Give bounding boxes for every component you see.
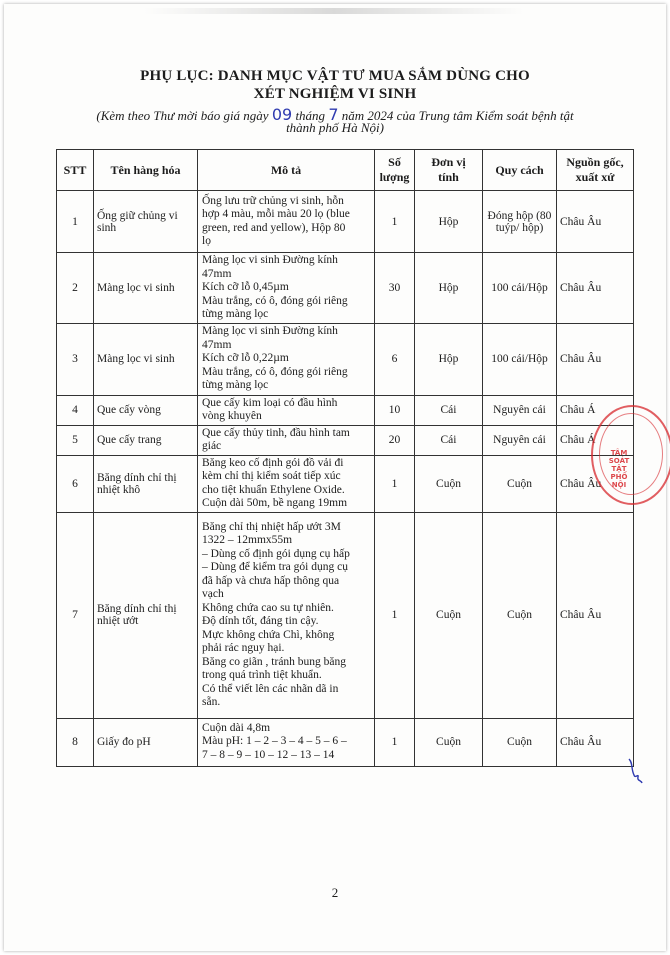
cell-origin: Châu Âu bbox=[557, 191, 634, 253]
desc-line: – Dùng để kiểm tra gói dụng cụ bbox=[202, 561, 348, 573]
desc-line: 1322 – 12mmx55m bbox=[202, 534, 293, 546]
cell-qty: 6 bbox=[375, 323, 415, 395]
cell-qty: 10 bbox=[375, 395, 415, 425]
document-subtitle-line2: thành phố Hà Nội) bbox=[286, 120, 384, 135]
subtitle-part1: (Kèm theo Thư mời báo giá ngày bbox=[96, 108, 269, 123]
header-name: Tên hàng hóa bbox=[94, 150, 198, 191]
cell-origin: Châu Á bbox=[557, 395, 634, 425]
desc-line: Màu trắng, có ô, đóng gói riêng bbox=[202, 365, 348, 378]
subtitle-part3: năm 2024 của Trung tâm Kiểm soát bệnh tật bbox=[341, 108, 574, 123]
desc-line: Cuộn dài 4,8m bbox=[202, 721, 271, 734]
cell-desc bbox=[198, 323, 375, 395]
table-row bbox=[57, 395, 634, 425]
desc-line: 7 – 8 – 9 – 10 – 12 – 13 – 14 bbox=[202, 748, 335, 761]
desc-line: Băng chỉ thị nhiệt hấp ướt 3M bbox=[202, 520, 341, 533]
desc-line: vạch bbox=[202, 588, 224, 600]
desc-line: Độ dính tốt, đáng tin cậy. bbox=[202, 615, 319, 627]
desc-line: Băng keo cố định gói đồ vải đi bbox=[202, 456, 344, 469]
table-row bbox=[57, 455, 634, 512]
header-spec: Quy cách bbox=[483, 150, 557, 191]
table-header-row bbox=[57, 150, 634, 191]
desc-line: vòng khuyên bbox=[202, 410, 262, 422]
desc-line: đã hấp và chưa hấp thông qua bbox=[202, 574, 340, 587]
handwritten-initial bbox=[625, 755, 645, 785]
desc-line: 47mm bbox=[202, 338, 232, 351]
cell-name: Giấy đo pH bbox=[94, 718, 198, 766]
desc-line: kèm chỉ thị kiểm soát tiếp xúc bbox=[202, 470, 341, 482]
cell-spec: Nguyên cái bbox=[483, 395, 557, 425]
desc-line: green, red and yellow), Hộp 80 bbox=[202, 221, 346, 234]
desc-line: Kích cỡ lỗ 0,22µm bbox=[202, 352, 289, 365]
cell-name: Màng lọc vi sinh bbox=[94, 323, 198, 395]
cell-desc bbox=[198, 395, 375, 425]
table-row bbox=[57, 253, 634, 324]
cell-unit: Cái bbox=[415, 395, 483, 425]
cell-stt: 3 bbox=[57, 323, 94, 395]
subtitle-month: 7 bbox=[328, 105, 339, 124]
table-row bbox=[57, 512, 634, 718]
cell-unit: Cuộn bbox=[415, 512, 483, 718]
cell-desc bbox=[198, 191, 375, 253]
desc-line: – Dùng cố định gói dụng cụ hấp bbox=[202, 547, 350, 560]
cell-qty: 1 bbox=[375, 191, 415, 253]
desc-line: lọ bbox=[202, 235, 211, 247]
cell-stt: 4 bbox=[57, 395, 94, 425]
header-origin-l2: xuất xứ bbox=[575, 170, 615, 184]
cell-stt: 2 bbox=[57, 253, 94, 324]
cell-desc bbox=[198, 253, 375, 324]
cell-origin: Châu Âu bbox=[557, 253, 634, 324]
stamp-line3: TẬT bbox=[611, 465, 627, 473]
stamp-text bbox=[605, 449, 633, 489]
stamp-line1: TÂM bbox=[610, 449, 628, 457]
cell-origin: Châu Âu bbox=[557, 512, 634, 718]
header-origin bbox=[557, 150, 634, 191]
document-title-line2: XÉT NGHIỆM VI SINH bbox=[253, 86, 417, 102]
desc-line: Có thể viết lên các nhãn dã in bbox=[202, 682, 339, 695]
cell-spec: 100 cái/Hộp bbox=[483, 323, 557, 395]
cell-name: Băng dính chỉ thị nhiệt khô bbox=[94, 455, 198, 512]
desc-line: giác bbox=[202, 440, 222, 452]
header-origin-l1: Nguồn gốc, bbox=[566, 155, 624, 169]
desc-line: Màng lọc vi sinh Đường kính bbox=[202, 254, 338, 266]
desc-line: từng màng lọc bbox=[202, 308, 269, 320]
cell-spec: 100 cái/Hộp bbox=[483, 253, 557, 324]
desc-line: Băng co giãn , tránh bung băng bbox=[202, 655, 347, 668]
cell-name: Ống giữ chủng vi sinh bbox=[94, 191, 198, 253]
desc-line: hợp 4 màu, mỗi màu 20 lọ (blue bbox=[202, 208, 350, 220]
cell-name: Băng dính chỉ thị nhiệt ướt bbox=[94, 512, 198, 718]
scan-artifact bbox=[144, 8, 524, 14]
cell-name: Màng lọc vi sinh bbox=[94, 253, 198, 324]
cell-qty: 1 bbox=[375, 718, 415, 766]
official-red-stamp bbox=[591, 405, 670, 505]
desc-line: sẵn. bbox=[202, 696, 221, 708]
subtitle-day: 09 bbox=[271, 105, 293, 124]
cell-origin: Châu Âu bbox=[557, 718, 634, 766]
table-body bbox=[57, 191, 634, 767]
cell-spec: Đóng hộp (80 tuýp/ hộp) bbox=[483, 191, 557, 253]
cell-desc bbox=[198, 512, 375, 718]
cell-unit: Hộp bbox=[415, 323, 483, 395]
cell-desc bbox=[198, 718, 375, 766]
stamp-line5: NỘI bbox=[611, 481, 627, 489]
desc-line: từng màng lọc bbox=[202, 379, 269, 392]
cell-stt: 1 bbox=[57, 191, 94, 253]
desc-line: Không chứa cao su tự nhiên. bbox=[202, 601, 334, 614]
cell-spec: Cuộn bbox=[483, 718, 557, 766]
header-unit-l1: Đơn vị bbox=[431, 155, 466, 169]
page-number: 2 bbox=[331, 885, 339, 900]
desc-line: phải rác nguy hại. bbox=[202, 642, 285, 654]
desc-line: cho tiệt khuẩn Ethylene Oxide. bbox=[202, 483, 345, 496]
cell-stt: 8 bbox=[57, 718, 94, 766]
stamp-line2: SOÁT bbox=[608, 457, 630, 465]
document-title-line1: PHỤ LỤC: DANH MỤC VẬT TƯ MUA SẮM DÙNG CHO bbox=[140, 68, 530, 84]
header-qty-l1: Số bbox=[388, 155, 401, 169]
cell-unit: Hộp bbox=[415, 253, 483, 324]
header-unit-l2: tính bbox=[438, 170, 459, 184]
cell-unit: Cái bbox=[415, 425, 483, 455]
cell-qty: 1 bbox=[375, 455, 415, 512]
cell-unit: Cuộn bbox=[415, 718, 483, 766]
cell-name: Que cấy vòng bbox=[94, 395, 198, 425]
cell-desc bbox=[198, 425, 375, 455]
cell-stt: 6 bbox=[57, 455, 94, 512]
desc-line: trong quá trình tiệt khuẩn. bbox=[202, 669, 322, 681]
table-row bbox=[57, 191, 634, 253]
cell-origin: Châu Á bbox=[557, 425, 634, 455]
desc-line: Màu trắng, có ô, đóng gói riêng bbox=[202, 294, 348, 307]
desc-line: Kích cỡ lỗ 0,45µm bbox=[202, 281, 289, 293]
cell-spec: Cuộn bbox=[483, 512, 557, 718]
cell-unit: Hộp bbox=[415, 191, 483, 253]
cell-qty: 30 bbox=[375, 253, 415, 324]
header-qty bbox=[375, 150, 415, 191]
header-unit bbox=[415, 150, 483, 191]
cell-name: Que cấy trang bbox=[94, 425, 198, 455]
desc-line: Màng lọc vi sinh Đường kính bbox=[202, 325, 338, 338]
cell-spec: Nguyên cái bbox=[483, 425, 557, 455]
desc-line: 47mm bbox=[202, 267, 232, 280]
desc-line: Mực không chứa Chì, không bbox=[202, 628, 335, 641]
cell-unit: Cuộn bbox=[415, 455, 483, 512]
cell-spec: Cuộn bbox=[483, 455, 557, 512]
header-stt: STT bbox=[57, 150, 94, 191]
subtitle-part2: tháng bbox=[295, 108, 326, 123]
table-row bbox=[57, 718, 634, 766]
cell-stt: 7 bbox=[57, 512, 94, 718]
desc-line: Màu pH: 1 – 2 – 3 – 4 – 5 – 6 – bbox=[202, 735, 347, 748]
cell-qty: 1 bbox=[375, 512, 415, 718]
desc-line: Que cấy kim loại có đầu hình bbox=[202, 396, 338, 409]
stamp-line4: PHỐ bbox=[610, 473, 628, 481]
cell-stt: 5 bbox=[57, 425, 94, 455]
supplies-table bbox=[56, 149, 634, 767]
cell-origin: Châu Âu bbox=[557, 455, 634, 512]
header-desc: Mô tả bbox=[198, 150, 375, 191]
cell-qty: 20 bbox=[375, 425, 415, 455]
desc-line: Ống lưu trữ chủng vi sinh, hỗn bbox=[202, 194, 344, 207]
table-row bbox=[57, 323, 634, 395]
cell-desc bbox=[198, 455, 375, 512]
header-qty-l2: lượng bbox=[379, 170, 410, 184]
desc-line: Que cấy thủy tinh, đầu hình tam bbox=[202, 426, 350, 439]
cell-origin: Châu Âu bbox=[557, 323, 634, 395]
table-row bbox=[57, 425, 634, 455]
desc-line: Cuộn dài 50m, bề ngang 19mm bbox=[202, 497, 348, 509]
